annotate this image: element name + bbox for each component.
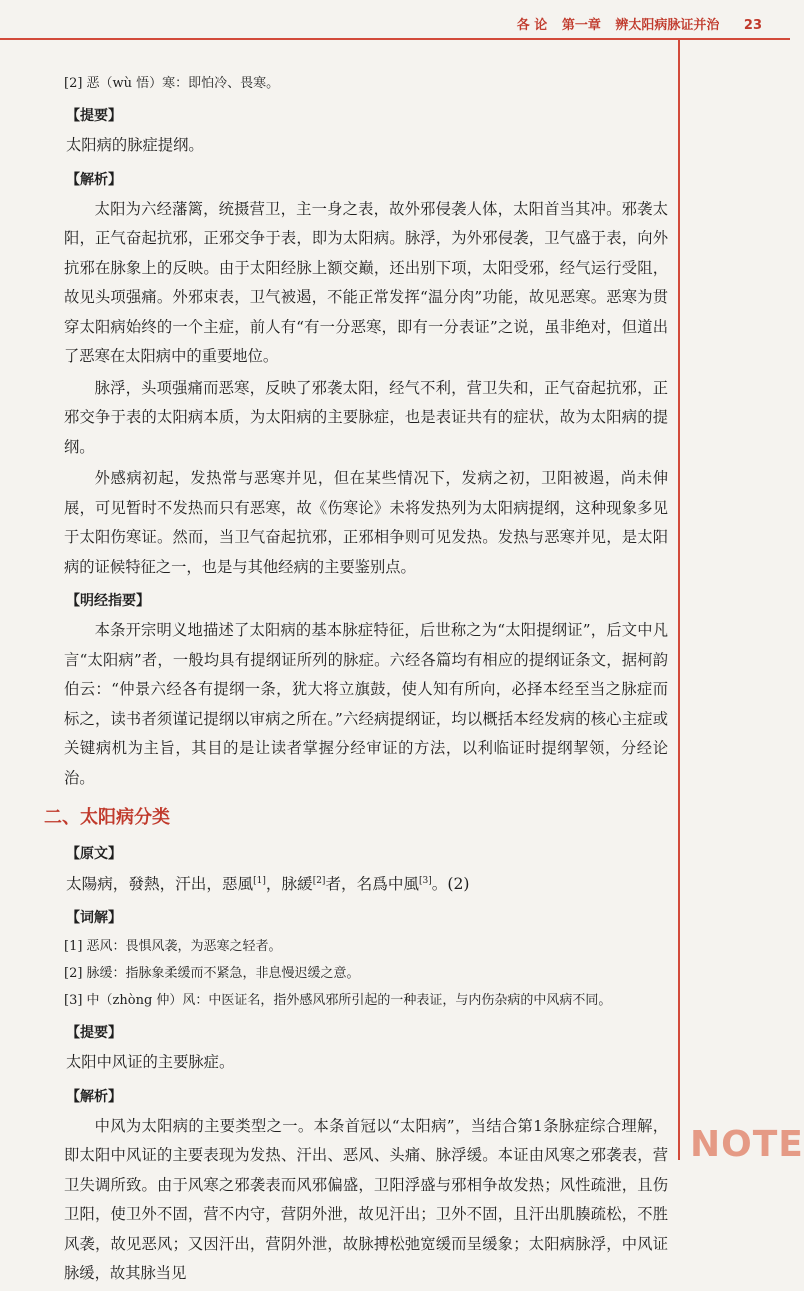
jiexi-paragraph: 外感病初起，发热常与恶寒并见，但在某些情况下，发病之初，卫阳被遏，尚未伸展，可见暂时不发热而只有恶寒，故《伤寒论》未将发热列为太阳病提纲，这种现象多见于太阳伤寒证。然而，当卫气奋起抗邪，正邪相争则可见发热。发热与恶寒并见，是太阳病的证候特征之一，也是与其他经病的主要鉴别点。	[64, 469, 668, 576]
yuanwen-segment: 者，名爲中風	[325, 875, 420, 893]
header-chapter-title: 辨太阳病脉证并治	[615, 18, 720, 33]
tiyao-text: 太阳中风证的主要脉症。	[66, 1053, 235, 1071]
jiexi-paragraph: 中风为太阳病的主要类型之一。本条首冠以“太阳病”，当结合第1条脉症综合理解，即太阳中风证的主要表现为发热、汗出、恶风、头痛、脉浮缓。本证由风寒之邪袭表，营卫失调所致。由于风寒之邪袭表而风邪偏盛，卫阳浮盛与邪相争故发热；风性疏泄，且伤卫阳，使卫外不固，营不内守，营阴外泄，故见汗出；卫外不固，且汗出肌腠疏松，不胜风袭，故见恶风；又因汗出，营阴外泄，故脉搏松弛宽缓而呈缓象；太阳病脉浮，中风证脉缓，故其脉当见	[64, 1116, 668, 1282]
header-section: 各 论	[516, 18, 548, 33]
header-chapter: 第一章	[561, 18, 601, 33]
running-header	[517, 14, 762, 33]
word-definition: [1] 恶风：畏惧风袭，为恶寒之轻者。	[64, 939, 282, 954]
margin-rule	[678, 40, 680, 1160]
section-title: 二、太阳病分类	[44, 807, 170, 828]
tiyao-heading: 【提要】	[66, 1025, 122, 1041]
yuanwen-heading: 【原文】	[66, 846, 122, 862]
page-content	[44, 70, 668, 1291]
footnote: [2] 恶（wù 悟）寒：即怕冷、畏寒。	[64, 76, 280, 91]
yuanwen-segment: ，脉緩	[265, 875, 313, 893]
header-rule	[0, 38, 790, 40]
tiyao-heading: 【提要】	[66, 108, 122, 124]
yuanwen-text	[66, 869, 668, 899]
note-label: NOTE	[690, 1124, 804, 1165]
yuanwen-segment: 太陽病，發熱，汗出，惡風	[66, 875, 254, 893]
yuanwen-segment: 。(2)	[431, 875, 470, 893]
cijie-heading: 【词解】	[66, 910, 122, 926]
page-number: 23	[743, 18, 762, 33]
footnote-marker: [1]	[253, 875, 266, 886]
word-definition: [3] 中（zhòng 仲）风：中医证名，指外感风邪所引起的一种表证，与内伤杂病的中风病不同。	[64, 993, 612, 1008]
word-definition: [2] 脉缓：指脉象柔缓而不紧急，非息慢迟缓之意。	[64, 966, 360, 981]
jiexi-paragraph: 太阳为六经藩篱，统摄营卫，主一身之表，故外邪侵袭人体，太阳首当其冲。邪袭太阳，正气奋起抗邪，正邪交争于表，即为太阳病。脉浮，为外邪侵袭，卫气盛于表，向外抗邪在脉象上的反映。由于太阳经脉上额交巅，还出别下项，太阳受邪，经气运行受阻，故见头项强痛。外邪束表，卫气被遏，不能正常发挥“温分肉”功能，故见恶寒。恶寒为贯穿太阳病始终的一个主症，前人有“有一分恶寒，即有一分表证”之说，虽非绝对，但道出了恶寒在太阳病中的重要地位。	[64, 199, 668, 365]
mingjing-paragraph: 本条开宗明义地描述了太阳病的基本脉症特征，后世称之为“太阳提纲证”，后文中凡言“太阳病”者，一般均具有提纲证所列的脉症。六经各篇均有相应的提纲证条文，据柯韵伯云：“仲景六经各有提纲一条，犹大将立旗鼓，使人知有所向，必择本经至当之脉症而标之，读书者须谨记提纲以审病之所在。”六经病提纲证，均以概括本经发病的核心主症或关键病机为主旨，其目的是让读者掌握分经审证的方法，以利临证时提纲挈领，分经论治。	[64, 621, 668, 787]
footnote-marker: [2]	[312, 875, 326, 886]
jiexi-heading: 【解析】	[66, 171, 122, 188]
footnote-marker: [3]	[419, 875, 432, 886]
mingjing-heading: 【明经指要】	[66, 593, 150, 609]
jiexi-heading: 【解析】	[66, 1088, 122, 1105]
jiexi-paragraph: 脉浮，头项强痛而恶寒，反映了邪袭太阳，经气不利，营卫失和，正气奋起抗邪，正邪交争于表的太阳病本质，为太阳病的主要脉症，也是表证共有的症状，故为太阳病的提纲。	[64, 378, 668, 456]
tiyao-text: 太阳病的脉症提纲。	[66, 136, 204, 154]
